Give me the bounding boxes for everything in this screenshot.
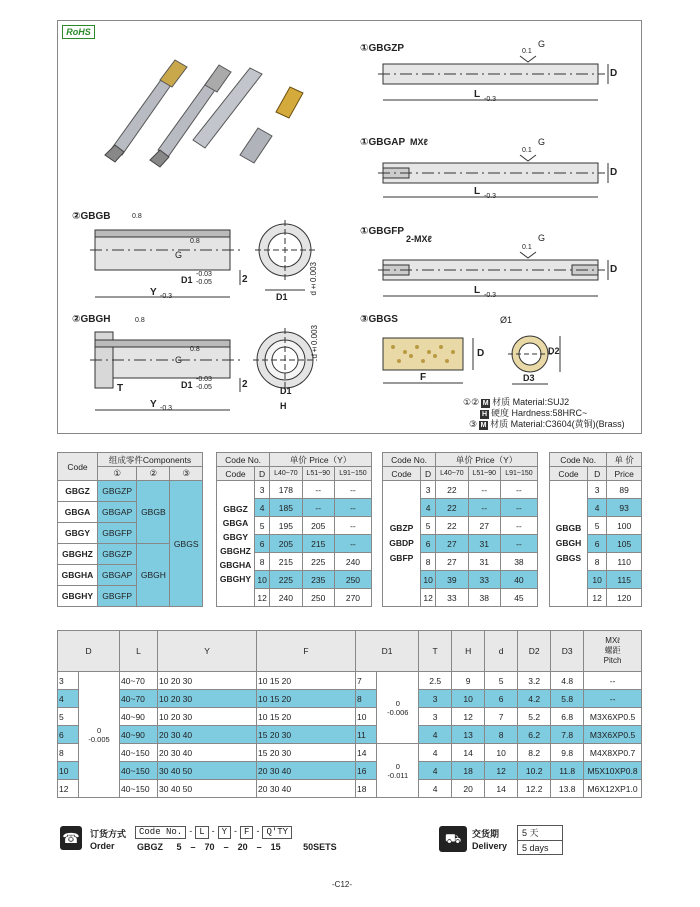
gbgap-mx: MXℓ	[410, 137, 428, 147]
material-line-1: ①② M 材质 Material:SUJ2	[463, 397, 570, 407]
gbgfp-tol: 0.1	[522, 244, 532, 251]
gbgzp-drawing	[378, 56, 608, 100]
gbgh-ytol: -0.3	[160, 405, 173, 412]
gbgh-y: Y	[150, 399, 157, 410]
gbgfp-title: ①GBGFP	[360, 226, 405, 237]
gbgb-d1tol-a: -0.03	[196, 271, 212, 278]
material-line-3: ③ M 材质 Material:C3604(黄铜)(Brass)	[469, 419, 625, 429]
gbgb-y: Y	[150, 287, 157, 298]
gbgh-r1: 0.8	[135, 317, 145, 324]
gbgzp-tol: 0.1	[522, 48, 532, 55]
gbgb-r1: 0.8	[132, 213, 142, 220]
gbgap-ltol: -0.3	[484, 193, 497, 200]
gbgfp-ltol: -0.3	[484, 292, 497, 299]
gbgh-d1: D1	[181, 380, 193, 390]
gbgh-dtol: d±0.003	[310, 325, 319, 359]
gbgzp-g: G	[538, 39, 546, 49]
gbgs-d2: D2	[548, 346, 560, 356]
gbgh-g: G	[175, 355, 183, 365]
gbgh-r2: 0.8	[190, 346, 200, 353]
gbgfp-drawing	[378, 252, 608, 296]
product-illustration	[105, 60, 303, 167]
gbgfp-mx: 2-MXℓ	[406, 234, 432, 244]
gbgh-drawing	[90, 328, 317, 410]
table-row: 12 40~150 30 40 50 20 30 40 18 4 20 14 12.2 13.8 M6X12XP1.0	[58, 780, 642, 798]
gbgap-l: L	[474, 186, 481, 197]
gbgap-drawing	[378, 155, 608, 197]
gbgap-g: G	[538, 137, 546, 147]
delivery-box: 5 天 5 days	[517, 825, 563, 855]
table-row: 10 40~150 30 40 50 20 30 40 16 4 18 12 10.2 11.8 M5X10XP0.8	[58, 762, 642, 780]
gbgh-t: T	[117, 383, 124, 394]
order-label-cn: 订货方式	[90, 829, 127, 839]
gbgh-d1b: D1	[280, 386, 292, 396]
table-row: 8 40~150 20 30 40 15 20 30 14 0 -0.011 4 14 10 8.2 9.8 M4X8XP0.7	[58, 744, 642, 762]
table-row: 3 0 -0.005 40~70 10 20 30 10 15 20 7 0 -0.006 2.5 9 5 3.2 4.8 --	[58, 672, 642, 690]
delivery-label-cn: 交货期	[472, 829, 500, 839]
gbgs-phi: Ø1	[500, 315, 513, 325]
gbgfp-d: D	[610, 264, 618, 275]
price-table-3: Code No. 单 价 Code D Price GBGB GBGH GBGS 3 89 4 93 5 100 6 105 8 110 10 115 12 120	[549, 452, 642, 607]
order-label-en: Order	[90, 841, 115, 851]
components-table: Code 组成零件Components ① ② ③ GBGZ GBGZP GBGB GBGS GBGA GBGAP GBGY GBGFP GBGHZ GBGZP GBGH GBGHA GBGAP GBGHY GBGFP	[57, 452, 203, 607]
material-badge-icon: M	[480, 422, 487, 429]
price-table-1: Code No. 单价 Price（Y） Code D L40~70 L51~90 L91~150 GBGZ GBGA GBGY GBGHZ GBGHA GBGHY 3 178 -- -- 4 185 -- -- 5 195 205 -- 6 205 215 -- 8 215 225 240 10 225 235 250 12 240 250 270	[216, 452, 372, 607]
order-example: GBGZ 5 – 70 – 20 – 15 50SETS	[137, 842, 337, 852]
gbgb-r2: 0.8	[190, 238, 200, 245]
gbgfp-l: L	[474, 285, 481, 296]
page-number: -C12-	[332, 880, 353, 889]
gbgb-ytol: -0.3	[160, 293, 173, 300]
table-row: 4 40~70 10 20 30 10 15 20 8 3 10 6 4.2 5.8 --	[58, 690, 642, 708]
gbgzp-ltol: -0.3	[484, 96, 497, 103]
gbgb-title: ②GBGB	[72, 211, 111, 222]
gbgap-tol: 0.1	[522, 147, 532, 154]
gbgb-d1: D1	[181, 275, 193, 285]
gbgb-d1tol-b: -0.05	[196, 279, 212, 286]
gbgs-title: ③GBGS	[360, 314, 398, 325]
gbgzp-title: ①GBGZP	[360, 43, 405, 54]
price-table-2: Code No. 单价 Price（Y） Code D L40~70 L51~90 L91~150 GBZP GBDP GBFP 3 22 -- -- 4 22 -- -- 5 22 27 -- 6 27 31 -- 8 27 31 38 10 39 33 40 12 33 38 45	[382, 452, 538, 607]
gbgb-dtol: d±0.003	[309, 262, 318, 296]
truck-icon: ⛟	[439, 826, 467, 852]
rohs-badge: RoHS	[62, 25, 95, 39]
material-line-2: H 硬度 Hardness:58HRC~	[481, 408, 588, 418]
gbgap-d: D	[610, 167, 618, 178]
table-row: 6 40~90 20 30 40 15 20 30 11 4 13 8 6.2 7.8 M3X6XP0.5	[58, 726, 642, 744]
gbgfp-g: G	[538, 233, 546, 243]
gbgs-d: D	[477, 348, 485, 359]
gbgb-d1b: D1	[276, 292, 288, 302]
phone-icon: ☎	[60, 826, 82, 850]
gbgb-two: 2	[242, 274, 248, 285]
gbgh-two: 2	[242, 379, 248, 390]
spec-table: D L Y F D1 T H d D2 D3 MXℓ 螺距 Pitch 3 0 -0.005 40~70 10 20 30 10 15 20 7 0 -0.006 2.5 9 5 3.2 4.8 -- 4 40~70 10 20 30 10 15 20 8 3 10 6 4.2 5.8 -- 5 40~90 10 20 30 10 15 20 10 3 12 7 5.2 6.8 M3X6XP0.5 6 40~90 20 30 40 15 20 30 11 4 13 8 6.2 7.8 M3X6XP0.5 8 40~150 20 30 40 15 20 30 14 0 -0.011 4 14 10 8.2 9.8 M4X8XP0.7 10 40~150 30 40 50 20 30 40 16 4 18 12 10.2 11.8 M5X10XP0.8 12 40~150 30 40 50 20 30 40 18 4 20 14 12.2 13.8 M6X12XP1.0	[57, 630, 642, 798]
gbgb-g: G	[175, 250, 183, 260]
gbgzp-l: L	[474, 89, 481, 100]
gbgzp-d: D	[610, 68, 618, 79]
material-badge-icon: M	[482, 400, 489, 407]
hardness-badge-icon: H	[481, 411, 488, 418]
gbgs-f: F	[420, 372, 427, 383]
gbgh-d1tol-b: -0.05	[196, 384, 212, 391]
gbgs-d3: D3	[523, 373, 535, 383]
gbgh-title: ②GBGH	[72, 314, 111, 325]
gbgh-d1tol-a: -0.03	[196, 376, 212, 383]
gbgap-title: ①GBGAP	[360, 137, 406, 148]
table-row: 5 40~90 10 20 30 10 15 20 10 3 12 7 5.2 6.8 M3X6XP0.5	[58, 708, 642, 726]
gbgh-h: H	[280, 401, 287, 411]
delivery-label-en: Delivery	[472, 841, 508, 851]
order-format: Code No. - L - Y - F - Q'TY	[135, 826, 292, 839]
